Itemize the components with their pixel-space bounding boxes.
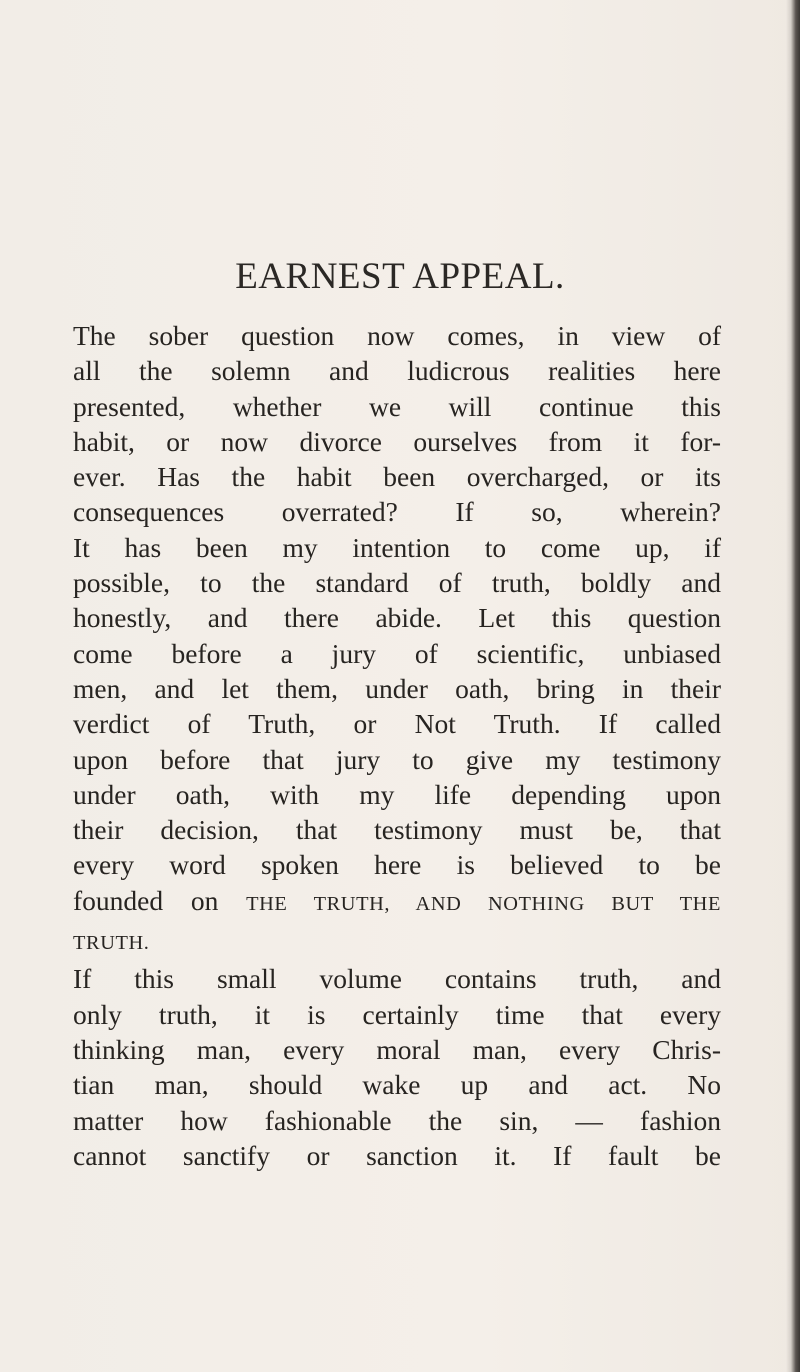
text-line: possible, to the standard of truth, boldly and [73,567,721,599]
text-line: tian man, should wake up and act. No [73,1069,721,1101]
page-edge-shadow [786,0,800,1372]
text-line: all the solemn and ludicrous realities here [73,355,721,387]
text-line: upon before that jury to give my testimony [73,743,721,775]
text-line: The sober question now comes, in view of [73,320,721,351]
text-line: habit, or now divorce ourselves from it for- [73,425,721,457]
text-line: matter how fashionable the sin, — fashion [73,1104,721,1136]
text-line: cannot sanctify or sanction it. If fault be [73,1139,721,1171]
text-line: their decision, that testimony must be, that [73,814,721,846]
text-line: come before a jury of scientific, unbiased [73,637,721,669]
text-line: verdict of Truth, or Not Truth. If called [73,708,721,740]
text-line: ever. Has the habit been overcharged, or its [73,461,721,493]
text-line: If this small volume contains truth, and [73,963,721,995]
text-line-emphasis: TRUTH. [73,932,150,955]
text-line: every word spoken here is believed to be [73,849,721,881]
body-text [73,318,721,1173]
text-line: men, and let them, under oath, bring in their [73,672,721,704]
text-line: under oath, with my life depending upon [73,778,721,810]
text-line: only truth, it is certainly time that every [73,998,721,1030]
text-line: thinking man, every moral man, every Chris- [73,1033,721,1065]
text-line: presented, whether we will continue this [73,390,721,422]
text-line: honestly, and there abide. Let this question [73,602,721,634]
text-line: consequences overrated? If so, wherein? [73,496,721,528]
page-heading: EARNEST APPEAL. [235,256,565,297]
text-line: It has been my intention to come up, if [73,531,721,563]
text-line-emphasis: founded on THE TRUTH, AND NOTHING BUT THE [73,884,721,916]
